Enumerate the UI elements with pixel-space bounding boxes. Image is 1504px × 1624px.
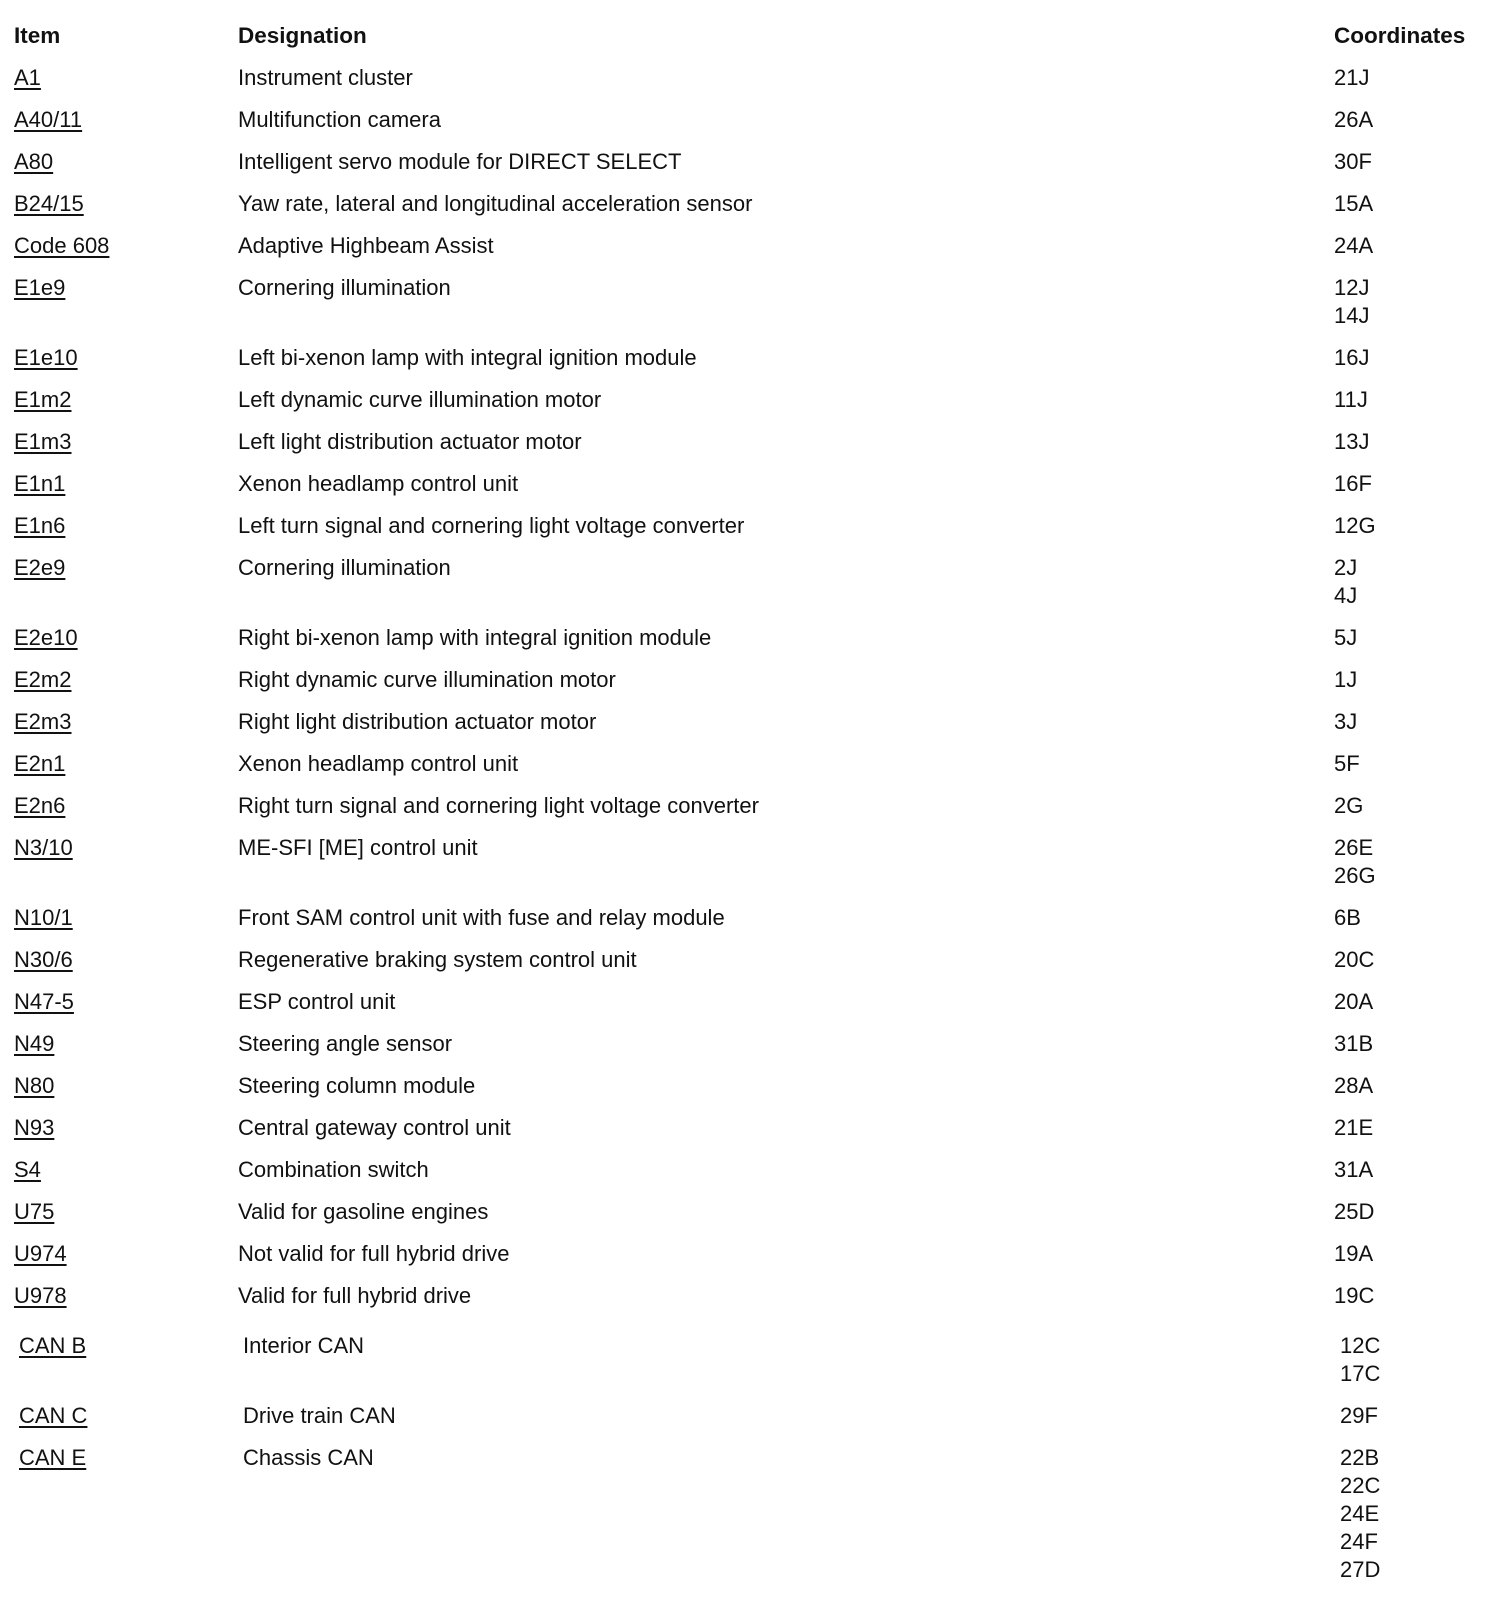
coordinates-cell (1334, 1282, 1374, 1310)
item-link[interactable]: S4 (14, 1157, 41, 1182)
item-link[interactable]: Code 608 (14, 233, 110, 258)
coordinates-cell (1340, 1402, 1378, 1430)
coordinate-value: 16F (1334, 471, 1372, 496)
item-link[interactable]: N47-5 (14, 989, 74, 1014)
item-link[interactable]: E1e9 (14, 275, 66, 300)
coordinates-cell (1334, 792, 1363, 820)
coordinate-value: 12J (1334, 275, 1370, 300)
designation-cell: Xenon headlamp control unit (238, 471, 519, 496)
coordinates-cell (1334, 1030, 1373, 1058)
coordinates-cell (1334, 1072, 1373, 1100)
item-cell (14, 232, 109, 260)
designation-cell: Left bi-xenon lamp with integral ignition module (238, 345, 697, 370)
coordinates-cell (1334, 1156, 1373, 1184)
item-link[interactable]: E1e10 (14, 345, 78, 370)
coordinates-cell (1334, 386, 1368, 414)
designation-cell: Right light distribution actuator motor (238, 709, 597, 734)
item-cell (14, 386, 71, 414)
item-cell (14, 470, 65, 498)
item-link[interactable]: E1m3 (14, 429, 72, 454)
item-cell (14, 428, 71, 456)
coordinate-value: 26G (1334, 863, 1376, 888)
item-cell (14, 1030, 54, 1058)
item-link[interactable]: E2n1 (14, 751, 66, 776)
coordinate-value: 16J (1334, 345, 1370, 370)
coordinate-value: 6B (1334, 905, 1361, 930)
coordinates-cell (1334, 708, 1357, 736)
coordinate-value: 24E (1340, 1501, 1380, 1526)
coordinate-value: 1J (1334, 667, 1358, 692)
item-cell (14, 1240, 67, 1268)
coordinate-value: 4J (1334, 583, 1358, 608)
coordinate-value: 2J (1334, 555, 1358, 580)
coordinate-value: 26A (1334, 107, 1374, 132)
coordinates-cell (1334, 946, 1374, 974)
designation-cell: Right turn signal and cornering light voltage converter (238, 793, 759, 818)
coordinates-cell (1334, 428, 1369, 456)
coordinate-value: 12G (1334, 513, 1376, 538)
coordinates-cell (1334, 1198, 1374, 1226)
coordinates-cell (1334, 274, 1369, 330)
coordinate-value: 17C (1340, 1361, 1381, 1386)
item-cell (14, 834, 73, 862)
coordinates-cell (1334, 904, 1361, 932)
designation-cell: Drive train CAN (243, 1403, 396, 1428)
coordinates-cell (1334, 64, 1369, 92)
coordinate-value: 29F (1340, 1403, 1378, 1428)
coordinate-value: 2G (1334, 793, 1364, 818)
designation-cell: ME-SFI [ME] control unit (238, 835, 478, 860)
header-designation: Designation (238, 23, 367, 48)
designation-cell: Not valid for full hybrid drive (238, 1241, 510, 1266)
coordinate-value: 22B (1340, 1445, 1380, 1470)
header-coordinates: Coordinates (1334, 23, 1466, 48)
coordinate-value: 26E (1334, 835, 1374, 860)
coordinate-value: 3J (1334, 709, 1358, 734)
item-cell (14, 1114, 54, 1142)
designation-cell: Steering angle sensor (238, 1031, 453, 1056)
designation-cell: Regenerative braking system control unit (238, 947, 637, 972)
coordinate-value: 28A (1334, 1073, 1374, 1098)
item-link[interactable]: A80 (14, 149, 54, 174)
coordinate-value: 31B (1334, 1031, 1374, 1056)
designation-cell: Cornering illumination (238, 275, 451, 300)
coordinates-cell (1334, 666, 1357, 694)
item-cell (19, 1402, 87, 1430)
item-cell (14, 148, 53, 176)
coordinate-value: 22C (1340, 1473, 1381, 1498)
coordinate-value: 24F (1340, 1529, 1378, 1554)
item-link[interactable]: A1 (14, 65, 41, 90)
coordinates-cell (1340, 1444, 1380, 1584)
coordinates-cell (1334, 344, 1369, 372)
coordinates-cell (1334, 624, 1357, 652)
designation-cell: Combination switch (238, 1157, 429, 1182)
coordinate-value: 21J (1334, 65, 1370, 90)
designation-cell: Valid for full hybrid drive (238, 1283, 472, 1308)
item-cell (14, 344, 78, 372)
coordinate-value: 19C (1334, 1283, 1375, 1308)
item-link[interactable]: N3/10 (14, 835, 73, 860)
item-cell (19, 1444, 86, 1472)
coordinates-cell (1334, 106, 1373, 134)
item-cell (14, 64, 41, 92)
item-cell (14, 512, 65, 540)
item-link[interactable]: E1m2 (14, 387, 72, 412)
item-link[interactable]: N49 (14, 1031, 55, 1056)
designation-cell: Left turn signal and cornering light voltage converter (238, 513, 745, 538)
designation-cell: Steering column module (238, 1073, 476, 1098)
item-cell (14, 190, 84, 218)
coordinate-value: 19A (1334, 1241, 1374, 1266)
item-cell (14, 750, 65, 778)
coordinates-cell (1334, 988, 1373, 1016)
item-cell (14, 1072, 54, 1100)
coordinate-value: 15A (1334, 191, 1374, 216)
coordinates-cell (1340, 1332, 1380, 1388)
designation-cell: Valid for gasoline engines (238, 1199, 489, 1224)
item-link[interactable]: CAN B (19, 1333, 87, 1358)
header-item: Item (14, 23, 61, 48)
coordinates-cell (1334, 232, 1373, 260)
coordinate-value: 12C (1340, 1333, 1381, 1358)
item-link[interactable]: E2m3 (14, 709, 72, 734)
item-cell (14, 1198, 54, 1226)
coordinates-cell (1334, 148, 1372, 176)
item-link[interactable]: U978 (14, 1283, 67, 1308)
designation-cell: Central gateway control unit (238, 1115, 511, 1140)
coordinate-value: 20A (1334, 989, 1374, 1014)
designation-cell: Yaw rate, lateral and longitudinal acceleration sensor (238, 191, 753, 216)
item-link[interactable]: E2m2 (14, 667, 72, 692)
coordinate-value: 24A (1334, 233, 1374, 258)
item-link[interactable]: E2e10 (14, 625, 78, 650)
item-link[interactable]: E1n6 (14, 513, 66, 538)
designation-cell: Intelligent servo module for DIRECT SELECT (238, 149, 682, 174)
item-cell (19, 1332, 86, 1360)
designation-cell: Xenon headlamp control unit (238, 751, 519, 776)
item-link[interactable]: N30/6 (14, 947, 73, 972)
item-link[interactable]: N10/1 (14, 905, 73, 930)
coordinates-cell (1334, 834, 1376, 890)
coordinates-cell (1334, 1240, 1373, 1268)
item-cell (14, 1282, 67, 1310)
designation-cell: Right dynamic curve illumination motor (238, 667, 616, 692)
coordinates-cell (1334, 554, 1357, 610)
item-link[interactable]: U974 (14, 1241, 67, 1266)
designation-cell: Left dynamic curve illumination motor (238, 387, 602, 412)
coordinate-value: 31A (1334, 1157, 1374, 1182)
coordinates-cell (1334, 750, 1360, 778)
item-link[interactable]: CAN E (19, 1445, 87, 1470)
coordinate-value: 27D (1340, 1557, 1381, 1582)
designation-cell: Front SAM control unit with fuse and relay module (238, 905, 725, 930)
item-link[interactable]: CAN C (19, 1403, 88, 1428)
item-cell (14, 708, 71, 736)
coordinates-cell (1334, 512, 1376, 540)
item-cell (14, 946, 73, 974)
item-link[interactable]: N80 (14, 1073, 55, 1098)
coordinate-value: 5F (1334, 751, 1360, 776)
item-link[interactable]: A40/11 (14, 107, 83, 132)
item-cell (14, 554, 65, 582)
coordinates-cell (1334, 470, 1372, 498)
item-link[interactable]: E2n6 (14, 793, 66, 818)
designation-cell: Interior CAN (243, 1333, 365, 1358)
coordinate-value: 13J (1334, 429, 1370, 454)
item-cell (14, 624, 78, 652)
designation-cell: Instrument cluster (238, 65, 413, 90)
item-cell (14, 988, 74, 1016)
coordinate-value: 30F (1334, 149, 1372, 174)
item-cell (14, 666, 71, 694)
item-cell (14, 106, 82, 134)
item-cell (14, 904, 73, 932)
item-cell (14, 274, 65, 302)
item-cell (14, 792, 65, 820)
coordinate-value: 20C (1334, 947, 1375, 972)
item-link[interactable]: B24/15 (14, 191, 84, 216)
item-link[interactable]: U75 (14, 1199, 55, 1224)
designation-cell: Left light distribution actuator motor (238, 429, 582, 454)
item-cell (14, 1156, 41, 1184)
item-link[interactable]: N93 (14, 1115, 55, 1140)
coordinates-cell (1334, 190, 1373, 218)
coordinate-value: 5J (1334, 625, 1358, 650)
coordinate-value: 14J (1334, 303, 1370, 328)
designation-cell: Adaptive Highbeam Assist (238, 233, 494, 258)
coordinates-cell (1334, 1114, 1373, 1142)
designation-cell: Cornering illumination (238, 555, 451, 580)
designation-cell: Multifunction camera (238, 107, 441, 132)
coordinate-value: 21E (1334, 1115, 1374, 1140)
coordinate-value: 25D (1334, 1199, 1375, 1224)
item-link[interactable]: E1n1 (14, 471, 66, 496)
item-link[interactable]: E2e9 (14, 555, 66, 580)
coordinate-value: 11J (1334, 387, 1368, 412)
designation-cell: ESP control unit (238, 989, 396, 1014)
designation-cell: Right bi-xenon lamp with integral ignition module (238, 625, 712, 650)
designation-cell: Chassis CAN (243, 1445, 374, 1470)
